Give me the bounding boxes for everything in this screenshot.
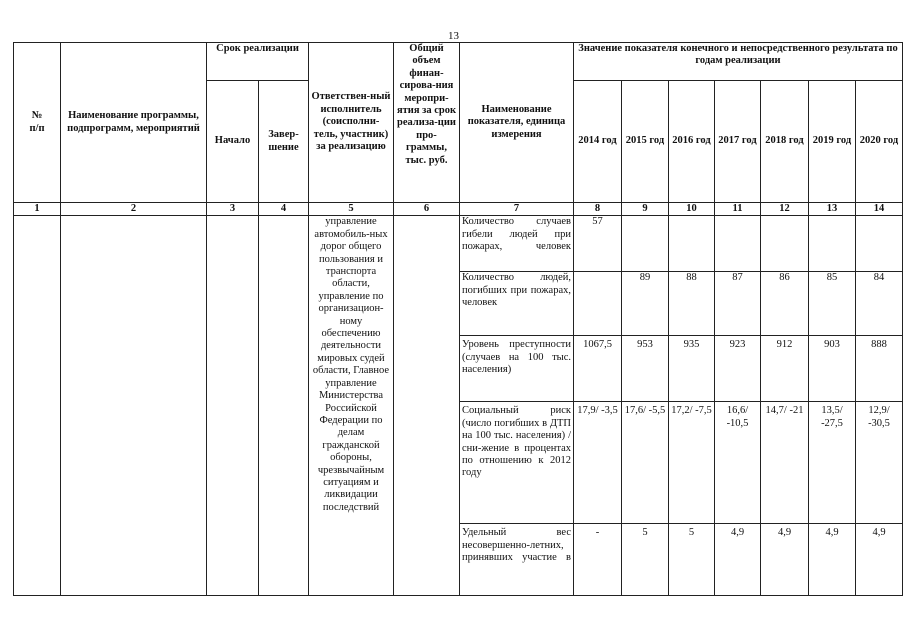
column-number: 9 bbox=[622, 203, 669, 216]
value-cell: 17,6/ -5,5 bbox=[622, 402, 669, 524]
start-cell bbox=[207, 216, 259, 596]
column-number-row bbox=[14, 203, 903, 216]
value-cell: 89 bbox=[622, 272, 669, 336]
column-number: 8 bbox=[574, 203, 622, 216]
value-cell: 17,2/ -7,5 bbox=[669, 402, 715, 524]
value-cell: 4,9 bbox=[856, 524, 903, 596]
table-row bbox=[14, 216, 903, 272]
value-cell bbox=[574, 272, 622, 336]
value-cell bbox=[669, 216, 715, 272]
column-number: 11 bbox=[715, 203, 761, 216]
value-cell: 88 bbox=[669, 272, 715, 336]
indicator-cell: Количество случаев гибели людей при пожарах, человек bbox=[460, 216, 574, 272]
indicator-cell: Количество людей, погибших при пожарах, человек bbox=[460, 272, 574, 336]
column-number: 12 bbox=[761, 203, 809, 216]
value-cell: - bbox=[574, 524, 622, 596]
value-cell: 4,9 bbox=[809, 524, 856, 596]
value-cell bbox=[622, 216, 669, 272]
header-year: 2018 год bbox=[761, 81, 809, 203]
header-num: № п/п bbox=[14, 43, 61, 203]
header-year: 2016 год bbox=[669, 81, 715, 203]
column-number: 3 bbox=[207, 203, 259, 216]
name-cell bbox=[61, 216, 207, 596]
header-row-1 bbox=[14, 43, 903, 81]
page-number: 13 bbox=[448, 30, 459, 42]
indicator-cell: Уровень преступности (случаев на 100 тыс. населения) bbox=[460, 336, 574, 402]
value-cell: 4,9 bbox=[715, 524, 761, 596]
num-cell bbox=[14, 216, 61, 596]
value-cell: 14,7/ -21 bbox=[761, 402, 809, 524]
value-cell: 87 bbox=[715, 272, 761, 336]
column-number: 10 bbox=[669, 203, 715, 216]
column-number: 6 bbox=[394, 203, 460, 216]
value-cell bbox=[761, 216, 809, 272]
value-cell: 5 bbox=[622, 524, 669, 596]
header-name: Наименование программы, подпрограмм, мероприятий bbox=[61, 43, 207, 203]
value-cell: 84 bbox=[856, 272, 903, 336]
responsible-cell: управление автомобиль-ных дорог общего пользования и транспорта области, управление по организацион-ному обеспечению деятельности мировых судей области, Главное управление Министерства Российской Федерации по делам гражданской обороны, чрезвычайным ситуациям и ликвидации последствий bbox=[309, 216, 394, 596]
value-cell: 912 bbox=[761, 336, 809, 402]
header-year: 2017 год bbox=[715, 81, 761, 203]
column-number: 4 bbox=[259, 203, 309, 216]
column-number: 1 bbox=[14, 203, 61, 216]
value-cell: 85 bbox=[809, 272, 856, 336]
value-cell: 888 bbox=[856, 336, 903, 402]
value-cell: 953 bbox=[622, 336, 669, 402]
value-cell: 935 bbox=[669, 336, 715, 402]
header-start: Начало bbox=[207, 81, 259, 203]
value-cell: 1067,5 bbox=[574, 336, 622, 402]
column-number: 5 bbox=[309, 203, 394, 216]
header-year: 2015 год bbox=[622, 81, 669, 203]
header-year: 2020 год bbox=[856, 81, 903, 203]
value-cell: 923 bbox=[715, 336, 761, 402]
header-term: Срок реализации bbox=[207, 43, 309, 81]
value-cell: 903 bbox=[809, 336, 856, 402]
header-year: 2014 год bbox=[574, 81, 622, 203]
column-number: 14 bbox=[856, 203, 903, 216]
value-cell: 13,5/ -27,5 bbox=[809, 402, 856, 524]
program-table bbox=[13, 42, 903, 596]
header-indicator: Наименование показателя, единица измерения bbox=[460, 43, 574, 203]
value-cell: 12,9/ -30,5 bbox=[856, 402, 903, 524]
column-number: 7 bbox=[460, 203, 574, 216]
header-responsible: Ответствен-ный исполнитель (соисполни-тель, участник) за реализацию bbox=[309, 43, 394, 203]
end-cell bbox=[259, 216, 309, 596]
indicator-cell: Социальный риск (число погибших в ДТП на 100 тыс. населения) / сни-жение в процентах по отношению к 2012 году bbox=[460, 402, 574, 524]
value-cell: 16,6/ -10,5 bbox=[715, 402, 761, 524]
value-cell: 57 bbox=[574, 216, 622, 272]
value-cell: 17,9/ -3,5 bbox=[574, 402, 622, 524]
value-cell bbox=[715, 216, 761, 272]
column-number: 2 bbox=[61, 203, 207, 216]
header-end: Завер-шение bbox=[259, 81, 309, 203]
value-cell bbox=[809, 216, 856, 272]
value-cell: 86 bbox=[761, 272, 809, 336]
indicator-cell: Удельный вес несовершенно-летних, принявших участие в bbox=[460, 524, 574, 596]
header-values-group: Значение показателя конечного и непосредственного результата по годам реализации bbox=[574, 43, 903, 81]
volume-cell bbox=[394, 216, 460, 596]
header-volume: Общий объем финан-сирова-ния меропри-ятия за срок реализа-ции про-граммы, тыс. руб. bbox=[394, 43, 460, 203]
header-year: 2019 год bbox=[809, 81, 856, 203]
value-cell: 4,9 bbox=[761, 524, 809, 596]
value-cell bbox=[856, 216, 903, 272]
value-cell: 5 bbox=[669, 524, 715, 596]
column-number: 13 bbox=[809, 203, 856, 216]
